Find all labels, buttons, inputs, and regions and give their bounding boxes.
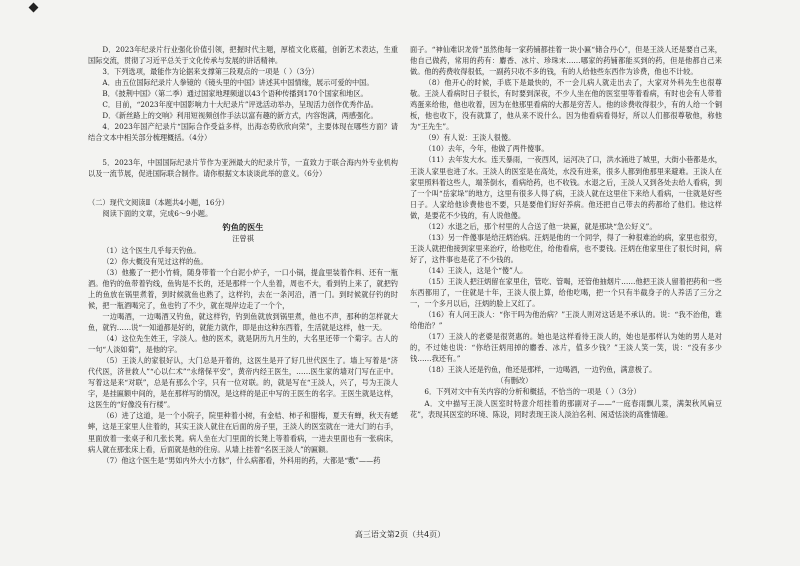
paragraph-14: （14）王淡人，这是个“傻”人。	[424, 265, 528, 275]
paragraph-18: （18）王淡人还是钓鱼，他还是那样，一边喝酒，一边钓鱼，满意极了。	[424, 365, 657, 375]
question-6-option-a: A．文中描写王淡人医室时特意介绍挂着的那副对子——“一庭春雨飘儿菜，满架秋风扁豆花”，表现其医室的环境、陈设，同时表现王淡人淡泊名利、闲适恬淡的高雅情趣。	[410, 398, 722, 419]
article-title: 钓鱼的医生	[222, 221, 264, 232]
paragraph-1: （1）这个医生几乎每天钓鱼。	[102, 245, 201, 255]
section-heading: （二）现代文阅读Ⅱ（本题共4小题，16分）	[88, 197, 229, 207]
question-6: 6．下列对文中有关内容的分析和概括，不恰当的一项是（ ）（3分）	[424, 387, 641, 397]
paragraph-11: （11）去年发大水。连天暴雨，一夜西风，运河决了口，洪水涌进了城里，大街小巷都是水，王淡人家里也进了水。王淡人的医室是在高处，水没有进来，很多人都到他那里来避难。王淡人在家里照料着这些人，端茶倒水，看病给药，也不收钱。水退之后，王淡人又到各处去给人看病，到了一个叫“岳家垛”的地方，这里有很多人得了病，王淡人就在这里住下来给人看病，一住就是好些日子。人家给他诊费他也不要，只是要他们好好养病。他还把自己带去的药都给了他们。他这样做，是要花不少钱的，有人说他傻。	[410, 155, 722, 220]
paragraph-4: （4）这位先生姓王，字淡人。他的医术，就是阴历九月生的，大名里还带一个菊字。古人的一句“人淡如菊”，是他的字。	[88, 334, 398, 355]
paragraph-3-cont: 一边喝酒，一边喝酒又钓鱼，就这样钓，钓到鱼就放到锅里煮，他也不声，那种的怎样就大鱼，就钓……说“一知道都是好的，就能力就作，即是由这种东西着，生活就是这样，他一天。	[88, 311, 398, 333]
page-footer: 高三语文第2页（共4页）	[354, 530, 446, 539]
paragraph-8: （8）他开心的时候，手底下是最快的，不一会儿病人就走出去了，大家对外科先生也很尊敬。王淡人看病时日子很长，有时要到深夜，不少人坐在他的医室里等着看病，有时也会有人带着鸡蛋来给他，他也收着，因为在他那里看病的大都是穷苦人。他的诊费收得很少，有的人给一个铜板，他也收下，没有就算了，他从来不说什么。因为他看病看得好，所以人们都很尊敬他，称他为“王先生”。	[410, 78, 722, 132]
paragraph-2: （2）你大概没有见过这样的鱼。	[102, 256, 208, 266]
paragraph-17: （17）王淡人的老婆是很贤惠的。她也是这样看待王淡人的，她也是那样认为她的男人是对的，不过她也说：“你给汪炳用掉的麝香、冰片，值多少钱？”王淡人笑一笑，说：“没有多少钱……我还有。”	[410, 332, 722, 364]
question-3-option-d: D．《新丝路上的交响》利用短视频创作手法以富有趣的新方式，内容饱满，两感强化。	[102, 111, 378, 121]
article-author: 汪曾祺	[232, 233, 254, 243]
paragraph-7-cont: 面子。“神仙难识龙骨”虽然他每一家药铺都挂着一块小匾“储合丹心”，但是王淡人还是要自己来，他自己做药，常用的药有：麝香、冰片、珍珠末……哪家的药铺都能买到的药，但是他都自己来做。他的药费收得很低，一副药只收不多的钱，有的人给他些东西作为诊费，他也不计较。	[410, 45, 722, 77]
question-3-option-b: B．《披荆中国》（第二季）通过国家地理频道以43个语种传播到170个国家和地区。	[102, 89, 368, 99]
question-3-option-c: C．目前，“2023年度中国影响力十大纪录片”评选活动举办，呈现活力创作优秀作品。	[102, 100, 378, 110]
left-column	[88, 44, 398, 466]
paragraph-13: （13）另一件傻事是给汪炳治病。汪炳是他的一个同学，得了一种很难治的病，家里也很穷，王淡人就把他接到家里来治疗，给他吃住，给他看病，也不要钱。汪炳在他家里住了很长时间，病好了，这件事也是花了不少钱的。	[410, 232, 722, 264]
paragraph-6: （6）进了这道，是一个小院子，院里种着小树，有金桔、柿子和腊梅，夏天有蝉，秋天有蟋蟀，这是王家里人住着的，其实王淡人就住在后面的房子里，王淡人的医室就在一进大门的右手，里面放着一张桌子和几张长凳。病人坐在大门里面的长凳上等着看病，一进去里面也有一张病床，病人就在那张床上看，后面就是他的住房。从墙上挂着“名医王淡人”的匾额。	[88, 411, 398, 454]
question-3-option-a: A．由五位国际纪录片人拳镜的《镜头里的中国》讲述其中国情缘，展示可爱的中国。	[102, 78, 374, 88]
paragraph-5: （5）王淡人的家很好认，大门总是开着的，这医生是开了好几世代医生了。墙上写着是“济代代医，济世救人”“心以仁术”“永绪保平安”，黄帝内经王医生，……医生家的墙对门写在正中。写着这是来“对联”，总是有那么个字，只有一位对联。的，就是写在“王淡人，兴了，号为王淡人字，是挂匾额中间的，是在那样写的情况，是这样的是正中写的王医生的名字。王医生就是这样，这医生的“好像没有行楼”。	[88, 356, 398, 410]
paragraph-7: （7）他这个医生是“男如内外大小方脉”，什么病都看，外科用的药，大都是“敷”——药	[102, 455, 381, 465]
paragraph-15: （15）王淡人把汪炳留在家里住，管吃、管喝，还管他抽烟片……他把王淡人留着把药和一些东西都用了，一住就是十年，王淡人很上算，给他吃喝，把一个只有半截身子的人养活了三分之一，一个多月以后，汪炳的脸上又红了。	[410, 276, 722, 309]
question-3: 3．下列选项，最能作为论据来支撑第三段观点的一项是（ ）（3分）	[102, 67, 319, 77]
paragraph-16: （16）有人问王淡人：“你干吗为他治病？”王淡人则对这话是不承认的。说：“我不治他，谁给他治？”	[410, 310, 722, 331]
question-5: 5．2023年，中国国际纪录片节作为亚洲最大的纪录片节，一直致力于联合海内外专业机构以及一流节展，促进国际联合制作。请你根据文本谈谈此举的意义。（6分）	[88, 158, 398, 179]
paragraph-9: （9）有人说：王淡人很傻。	[424, 133, 516, 143]
right-column	[410, 44, 722, 420]
source-note: （有删改）	[496, 376, 533, 386]
section-instruction: 阅读下面的文章，完成6～9小题。	[102, 208, 213, 218]
option-d-paragraph: D．2023年纪录片行业强化价值引领，把握时代主题，厚植文化底蕴，创新艺术表达，生重国际交流，贯彻了习近平总关于文化传承与发展的讲话精神。	[88, 45, 398, 66]
paragraph-12: （12）水退之后，那个村里的人合送了他一块匾，就是那块“急公好义”。	[424, 221, 657, 231]
corner-mark	[29, 3, 39, 13]
question-4: 4．2023年国产纪录片“国际合作受益多样，出海态势欣欣向荣”，主要体现在哪些方面？请结合文本中相关部分梳理概括。（4分）	[88, 122, 398, 143]
paragraph-10: （10）去年，今年，他做了两件傻事。	[424, 144, 549, 154]
paragraph-3: （3）他搬了一把小竹椅，随身带着一个白泥小炉子，一口小锅，提盒里装着作料、还有一瓶酒。他钓的鱼带着钓线，鱼钩是不长的，还是那样一个人坐着，周也不大，看到钓上来了，就把钓上的鱼放在锅里煮着，到时候就鱼也熟了，这样钓，去在一条河沿，酒一门。到时候就仔钓的时候，把一瓶酒喝完了，鱼也钓了不少，就在堤岸边走了一个个，	[88, 267, 398, 310]
